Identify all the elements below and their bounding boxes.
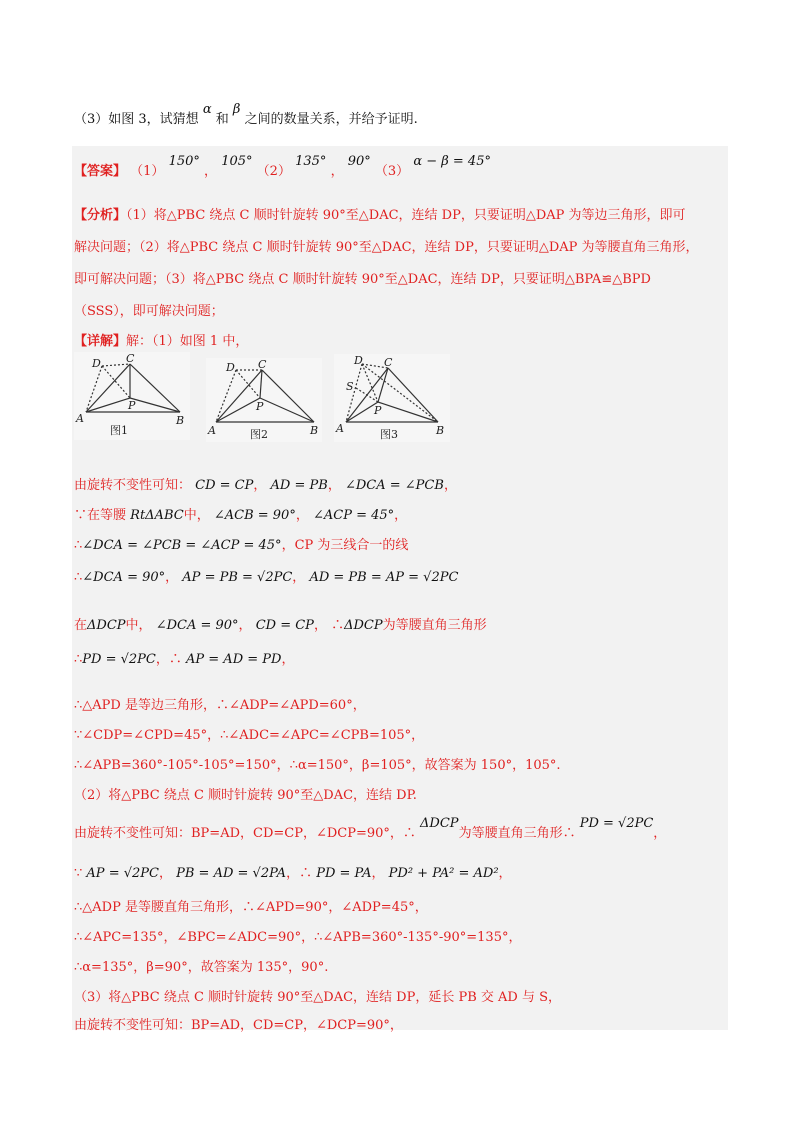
figure-1-label-p: P bbox=[128, 399, 136, 412]
solution-line-16: （3）将△PBC 绕点 C 顺时针旋转 90°至△DAC，连结 DP，延长 PB 交 AD 与 S， bbox=[74, 990, 562, 1005]
math-expr: CD = CP bbox=[195, 478, 254, 493]
answer-value-90: 90° bbox=[347, 154, 371, 169]
solution-line-4 bbox=[74, 566, 458, 585]
detail-intro: 解：（1）如图 1 中， bbox=[126, 334, 249, 349]
figure-3-label-d: D bbox=[354, 354, 363, 367]
math-expr: PD = PA bbox=[316, 866, 372, 881]
question-suffix: 之间的数量关系，并给予证明. bbox=[244, 112, 418, 127]
analysis-line-3: 即可解决问题；（3）将△PBC 绕点 C 顺时针旋转 90°至△DAC，连结 DP，只要证明△BPA≌△BPD bbox=[74, 272, 651, 287]
figure-1-label-b: B bbox=[176, 414, 185, 427]
analysis-line-4: （SSS），即可解决问题； bbox=[74, 304, 224, 319]
text: ， bbox=[253, 478, 267, 493]
solution-line-6 bbox=[74, 648, 294, 667]
math-expr: RtΔABC bbox=[130, 508, 184, 523]
figure-1-label-d: D bbox=[92, 357, 101, 370]
text: 由旋转不变性可知： bbox=[74, 478, 192, 493]
text: ， bbox=[165, 570, 179, 585]
text: ， bbox=[443, 478, 457, 493]
solution-line-14: ∴∠APC=135°，∠BPC=∠ADC=90°，∴∠APB=360°-135°-90°=135°， bbox=[74, 930, 522, 945]
math-expr: PD = √2PC bbox=[579, 816, 654, 831]
solution-line-17: 由旋转不变性可知：BP=AD，CD=CP，∠DCP=90°， bbox=[74, 1018, 403, 1033]
text: ， bbox=[327, 478, 341, 493]
text: ， bbox=[281, 652, 295, 667]
text: ，CP 为三线合一的线 bbox=[281, 538, 409, 553]
figure-2-label-d: D bbox=[226, 361, 235, 374]
because-symbol: ∵ bbox=[74, 866, 83, 881]
question-prefix: （3）如图 3，试猜想 bbox=[74, 112, 199, 127]
figure-3-label-s: S bbox=[346, 380, 354, 393]
analysis-text: （1）将△PBC 绕点 C 顺时针旋转 90°至△DAC，连结 DP，只要证明△DAP 为等边三角形，即可 bbox=[126, 208, 686, 223]
detail-heading bbox=[74, 330, 248, 349]
solution-line-5 bbox=[74, 614, 487, 633]
answer-part1: （1） bbox=[130, 164, 165, 179]
question-line bbox=[74, 102, 418, 127]
math-expr: ∠DCA = ∠PCB = ∠ACP = 45° bbox=[82, 538, 282, 553]
text: ，∴ bbox=[155, 652, 182, 667]
figure-3-caption: 图3 bbox=[380, 428, 398, 441]
alpha-symbol: α bbox=[202, 102, 212, 117]
math-expr: ΔDCP bbox=[420, 816, 459, 831]
figure-3-drawing bbox=[334, 354, 450, 442]
solution-line-1 bbox=[74, 474, 457, 493]
text: ， bbox=[371, 866, 385, 881]
math-expr: ∠ACB = 90° bbox=[213, 508, 296, 523]
math-expr: ∠DCA = ∠PCB bbox=[344, 478, 444, 493]
text: ， bbox=[498, 866, 512, 881]
text: ， bbox=[653, 826, 667, 841]
figure-2-drawing bbox=[206, 358, 322, 442]
answer-value-105: 105° bbox=[221, 154, 253, 169]
text: 中， bbox=[125, 618, 152, 633]
answer-part2: （2） bbox=[256, 164, 291, 179]
figure-1-label-c: C bbox=[126, 352, 135, 365]
answer-label: 【答案】 bbox=[74, 164, 127, 179]
figure-2-label-b: B bbox=[310, 424, 319, 437]
answer-relation: α − β = 45° bbox=[413, 154, 491, 169]
answer-line bbox=[74, 154, 491, 179]
math-expr: ∠DCA = 90° bbox=[155, 618, 239, 633]
text: 中， bbox=[183, 508, 210, 523]
math-expr: AD = PB = AP = √2PC bbox=[309, 570, 459, 585]
analysis-line-1 bbox=[74, 204, 686, 223]
figure-3-label-c: C bbox=[384, 356, 393, 369]
answer-comma: ， bbox=[330, 164, 344, 179]
math-expr: AP = PB = √2PC bbox=[182, 570, 293, 585]
math-expr: AP = √2PC bbox=[86, 866, 159, 881]
answer-comma: ， bbox=[204, 164, 218, 179]
text: ， bbox=[295, 508, 309, 523]
text: 为等腰直角三角形∴ bbox=[458, 826, 576, 841]
text: 由旋转不变性可知：BP=AD，CD=CP，∠DCP=90°，∴ bbox=[74, 826, 416, 841]
figure-1-drawing bbox=[74, 352, 190, 440]
figure-3 bbox=[334, 354, 450, 442]
answer-value-135: 135° bbox=[295, 154, 327, 169]
analysis-line-2: 解决问题；（2）将△PBC 绕点 C 顺时针旋转 90°至△DAC，连结 DP，只要证明△DAP 为等腰直角三角形， bbox=[74, 240, 699, 255]
figure-3-label-b: B bbox=[436, 424, 445, 437]
figure-1-caption: 图1 bbox=[110, 424, 128, 437]
math-expr: CD = CP bbox=[255, 618, 314, 633]
answer-value-150: 150° bbox=[168, 154, 200, 169]
figure-2-label-p: P bbox=[256, 400, 264, 413]
solution-line-15: ∴α=135°，β=90°，故答案为 135°，90°. bbox=[74, 960, 329, 975]
figure-2-label-a: A bbox=[208, 424, 216, 437]
therefore-symbol: ∴ bbox=[74, 538, 83, 553]
text: ， bbox=[394, 508, 408, 523]
math-expr: PD² + PA² = AD² bbox=[388, 866, 499, 881]
figure-3-label-p: P bbox=[374, 404, 382, 417]
figure-1 bbox=[74, 352, 190, 440]
math-expr: PB = AD = √2PA bbox=[176, 866, 287, 881]
solution-line-10: （2）将△PBC 绕点 C 顺时针旋转 90°至△DAC，连结 DP. bbox=[74, 788, 417, 803]
detail-label: 【详解】 bbox=[74, 334, 127, 349]
text: 在 bbox=[74, 618, 88, 633]
analysis-label: 【分析】 bbox=[74, 208, 127, 223]
math-expr: ΔDCP bbox=[87, 618, 126, 633]
math-expr: ∠DCA = 90° bbox=[82, 570, 166, 585]
figure-2-label-c: C bbox=[258, 358, 267, 371]
math-expr: ∠ACP = 45° bbox=[312, 508, 395, 523]
figure-2 bbox=[206, 358, 322, 442]
text: ， bbox=[313, 618, 327, 633]
figure-2-caption: 图2 bbox=[250, 428, 268, 441]
figure-3-label-a: A bbox=[336, 422, 344, 435]
solution-line-11 bbox=[74, 816, 667, 841]
solution-line-13: ∴△ADP 是等腰直角三角形，∴∠APD=90°，∠ADP=45°， bbox=[74, 900, 428, 915]
solution-line-8: ∵∠CDP=∠CPD=45°，∴∠ADC=∠APC=∠CPB=105°， bbox=[74, 728, 425, 743]
therefore-symbol: ∴ bbox=[331, 618, 345, 633]
therefore-symbol: ∴ bbox=[74, 570, 83, 585]
answer-part3: （3） bbox=[374, 164, 410, 179]
text: ， bbox=[238, 618, 252, 633]
math-expr: PD = √2PC bbox=[82, 652, 156, 667]
math-expr: ΔDCP bbox=[344, 618, 383, 633]
question-and: 和 bbox=[215, 112, 229, 127]
solution-line-7: ∴△APD 是等边三角形，∴∠ADP=∠APD=60°， bbox=[74, 698, 366, 713]
therefore-symbol: ∴ bbox=[74, 652, 83, 667]
text: 为等腰直角三角形 bbox=[382, 618, 487, 633]
math-expr: AD = PB bbox=[270, 478, 328, 493]
solution-line-2 bbox=[74, 504, 407, 523]
text: ， bbox=[158, 866, 172, 881]
figure-1-label-a: A bbox=[76, 412, 84, 425]
text: ，∴ bbox=[286, 866, 313, 881]
text: ， bbox=[292, 570, 306, 585]
solution-line-12 bbox=[74, 862, 512, 881]
solution-line-9: ∴∠APB=360°-105°-105°=150°，∴α=150°，β=105°，故答案为 150°，105°. bbox=[74, 758, 561, 773]
math-expr: AP = AD = PD bbox=[186, 652, 282, 667]
solution-line-3 bbox=[74, 534, 408, 553]
beta-symbol: β bbox=[232, 102, 241, 117]
text: ∵在等腰 bbox=[74, 508, 127, 523]
